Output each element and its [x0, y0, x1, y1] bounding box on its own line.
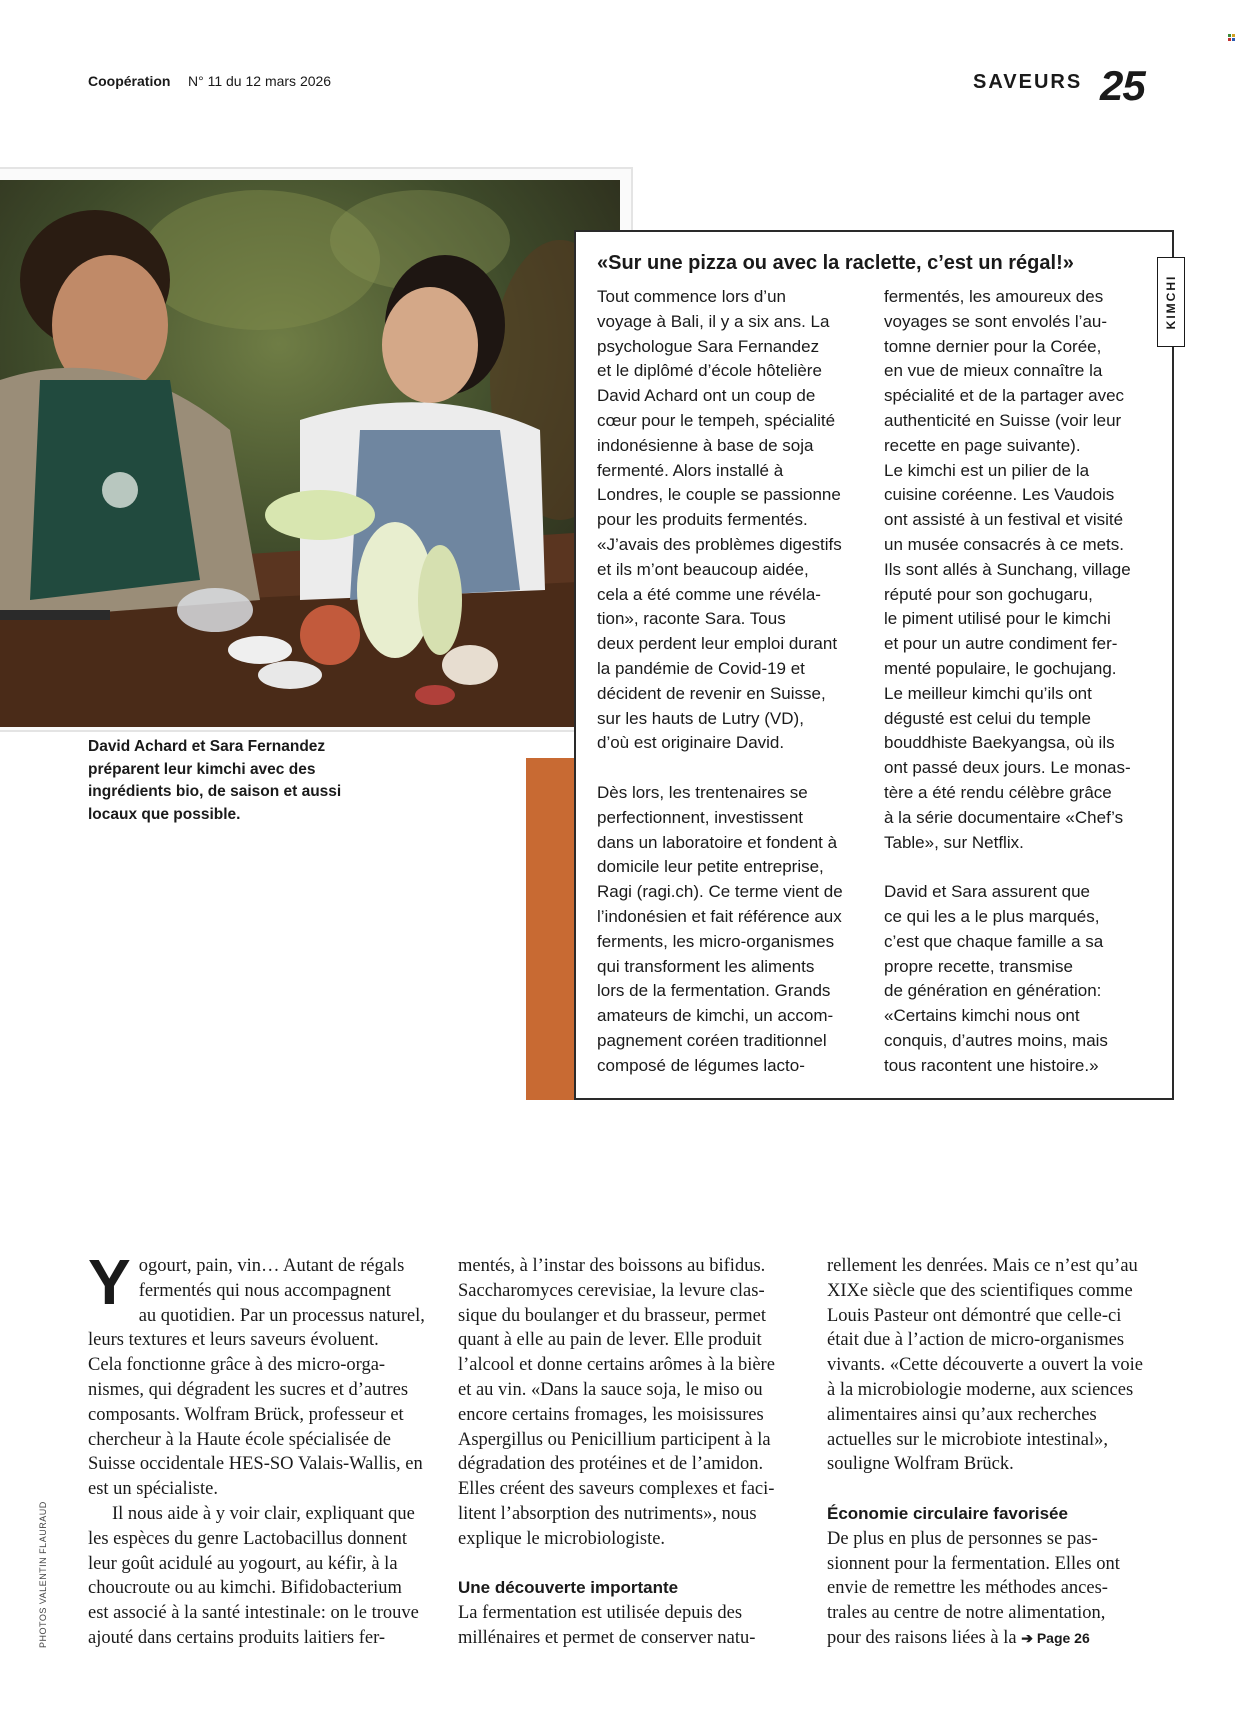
article-paragraph [88, 1246, 433, 1502]
sidebar-paragraph: Dès lors, les trentenaires se perfectionnent, investissent dans un laboratoire et fondent à domicile leur petite entreprise, Ragi (ragi.ch). Ce terme vient de l’indonésien et fait référence aux ferments, les micro-organismes qui transforment les aliments lors de la fermentation. Grands amateurs de kimchi, un accom- pagnement coréen traditionnel composé de légumes lacto- [597, 782, 843, 1075]
sidebar-title: «Sur une pizza ou avec la raclette, c’est un régal!» [597, 252, 1074, 274]
article-text: ogourt, pain, vin… Autant de régals fermentés qui nous accompagnent au quotidien. Par un processus naturel, leurs textures et leurs saveurs évoluent. Cela fonctionne grâce à des micro-orga- nismes, qui dégradent les sucres et d’autres composants. Wolfram Brück, professeur et chercheur à la Haute école spécialisée de Suisse occidentale HES-SO Valais-Wallis, en est un spécialiste. [88, 1256, 425, 1500]
sidebar-paragraph: fermentés, les amoureux des voyages se sont envolés l’au- tomne dernier pour la Corée, en vue de mieux connaître la spécialité et de la partager avec authenticité en Suisse (voir leur recette en page suivante). Le kimchi est un pilier de la cuisine coréenne. Les Vaudois ont assisté à un festival et visité un musée consacrés à ce mets. Ils sont allés à Sunchang, village réputé pour son gochugaru, le piment utilisé pour le kimchi et pour un autre condiment fer- menté populaire, le gochujang. Le meilleur kimchi qu’ils ont dégusté est celui du temple bouddhiste Baekyangsa, où ils ont passé deux jours. Le monas- tère a été rendu célèbre grâce à la série documentaire «Chef’s Table», sur Netflix. [884, 287, 1131, 852]
article-paragraph: rellement les denrées. Mais ce n’est qu’au XIXe siècle que des scientifiques comme Louis Pasteur ont démontré que celle-ci était due à l’action de micro-organismes vivants. «Cette découverte a ouvert la voie à la microbiologie moderne, aux sciences alimentaires ainsi qu’aux recherches actuelles sur le microbiote intestinal», souligne Wolfram Brück. [827, 1256, 1143, 1475]
continued-link[interactable]: ➔ Page 26 [1021, 1629, 1090, 1646]
photo-caption: David Achard et Sara Fernandez préparent leur kimchi avec des ingrédients bio, de saison et aussi locaux que possible. [88, 738, 342, 823]
subheading: Économie circulaire favorisée [827, 1503, 1068, 1523]
article-paragraph: Il nous aide à y voir clair, expliquant que les espèces du genre Lactobacillus donnent leur goût acidulé au yogourt, au kéfir, à la choucroute ou au kimchi. Bifidobacterium est associé à la santé intestinale: on le trouve ajouté dans certains produits laitiers fer- [88, 1503, 419, 1648]
kimchi-tag-label: KIMCHI [1164, 274, 1178, 330]
publication-name: Coopération [88, 73, 171, 89]
article-paragraph: mentés, à l’instar des boissons au bifidus. Saccharomyces cerevisiae, la levure clas- sique du boulanger et du brasseur, permet quant à elle au pain de lever. Elle produit l’alcool et donne certains arômes à la bière et au vin. «Dans la sauce soja, le miso ou encore certains fromages, les moisissures Aspergillus ou Penicillium participent à la dégradation des protéines et de l’amidon. Elles créent des saveurs complexes et faci- litent l’absorption des nutriments», nous explique le microbiologiste. [458, 1256, 775, 1549]
photo-credit: PHOTOS VALENTIN FLAURAUD [38, 1501, 48, 1648]
page-number: 25 [1100, 62, 1145, 109]
article-column-2 [458, 1254, 803, 1651]
sidebar-paragraph: Tout commence lors d’un voyage à Bali, il y a six ans. La psychologue Sara Fernandez et le diplômé d’école hôtelière David Achard ont un coup de cœur pour le tempeh, spécialité indonésienne à base de soja fermenté. Alors installé à Londres, le couple se passionne pour les produits fermentés. «J’avais des problèmes digestifs et ils m’ont beaucoup aidée, cela a été comme une révéla- tion», raconte Sara. Tous deux perdent leur emploi durant la pandémie de Covid-19 et décident de revenir en Suisse, sur les hauts de Lutry (VD), d’où est originaire David. [597, 287, 842, 753]
sidebar-column-right [884, 285, 1159, 1079]
article-paragraph: La fermentation est utilisée depuis des millénaires et permet de conserver natu- [458, 1603, 756, 1648]
photo-illustration [0, 180, 620, 727]
article-column-3 [827, 1254, 1172, 1651]
section-label: SAVEURS [973, 71, 1083, 93]
subheading: Une découverte importante [458, 1578, 679, 1598]
accent-bar [526, 758, 576, 1100]
article-column-1 [88, 1246, 433, 1651]
sidebar-paragraph: David et Sara assurent que ce qui les a le plus marqués, c’est que chaque famille a sa propre recette, transmise de génération en génération: «Certains kimchi nous ont conquis, d’autres moins, mais tous racontent une histoire.» [884, 882, 1108, 1075]
drop-cap: Y [88, 1246, 131, 1318]
kimchi-photo [0, 180, 620, 727]
kimchi-tag [1157, 257, 1185, 347]
article-text: De plus en plus de personnes se pas- sionnent pour la fermentation. Elles ont envie de remettre les méthodes ances- trales au centre de notre alimentation, pour des raisons liées à la [827, 1528, 1120, 1648]
article-paragraph [827, 1527, 1172, 1651]
color-registration-mark [1228, 34, 1235, 41]
issue-date: N° 11 du 12 mars 2026 [188, 73, 332, 89]
sidebar-column-left [597, 285, 872, 1079]
